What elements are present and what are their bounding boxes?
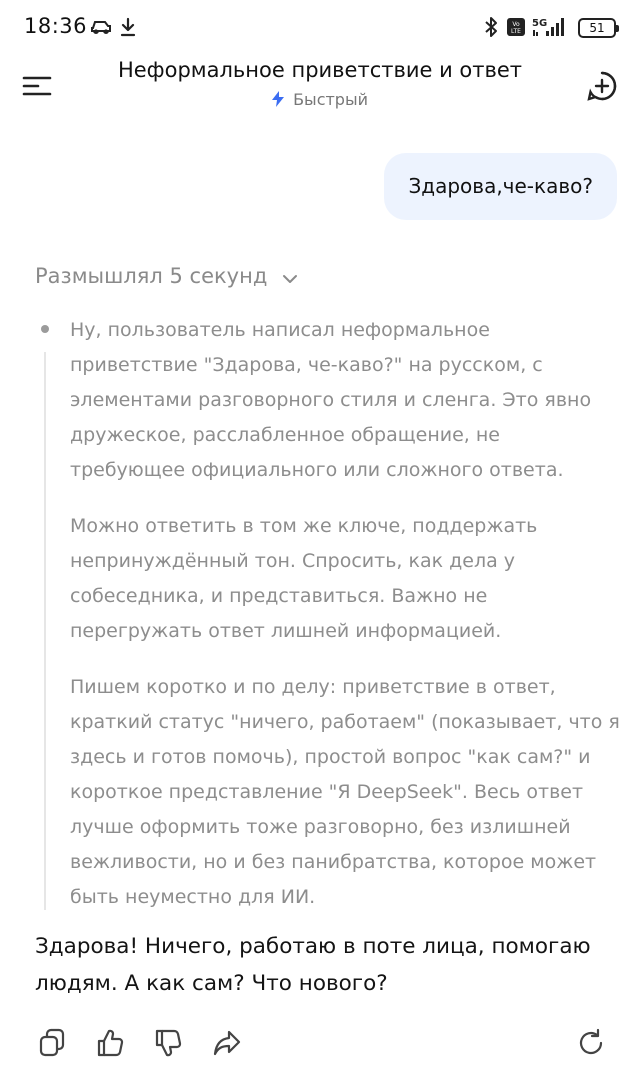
mode-indicator[interactable] [0, 90, 640, 109]
thinking-label: Размышлял 5 секунд [35, 264, 268, 288]
chat-header [0, 56, 640, 116]
volte-icon [506, 17, 526, 41]
bolt-icon [272, 90, 289, 109]
thinking-toggle[interactable] [35, 264, 298, 289]
battery-icon: 51 [578, 18, 616, 38]
svg-text:Vo: Vo [512, 21, 520, 28]
download-icon [120, 17, 136, 41]
svg-text:5G: 5G [532, 18, 548, 29]
car-icon [90, 19, 112, 39]
thumbs-down-icon[interactable] [154, 1028, 182, 1062]
new-chat-icon[interactable] [586, 70, 618, 106]
status-bar [0, 0, 640, 56]
user-message: Здарова,че-каво? [384, 153, 617, 220]
chat-title[interactable]: Неформальное приветствие и ответ [117, 58, 523, 82]
thinking-dot [41, 325, 49, 333]
chevron-down-icon [282, 265, 298, 289]
bluetooth-icon [484, 16, 498, 42]
thinking-line [44, 352, 46, 910]
mode-label: Быстрый [293, 90, 368, 109]
thinking-paragraph: Можно ответить в том же ключе, поддержать непринуждённый тон. Спросить, как дела у собеседника, и представиться. Важно не перегружать ответ лишней информацией. [70, 515, 538, 642]
thinking-content [70, 313, 620, 936]
status-time: 18:36 [24, 14, 88, 38]
thumbs-up-icon[interactable] [96, 1028, 124, 1062]
thinking-paragraph: Ну, пользователь написал неформальное приветствие "Здарова, че-каво?" на русском, с элементами разговорного стиля и сленга. Это явно дружеское, расслабленное обращение, не требующее официального или сложного ответа. [70, 319, 592, 481]
assistant-answer: Здарова! Ничего, работаю в поте лица, помогаю людям. А как сам? Что нового? [35, 934, 591, 996]
copy-icon[interactable] [38, 1028, 66, 1062]
share-icon[interactable] [212, 1028, 242, 1062]
message-actions [0, 1028, 640, 1064]
svg-text:LTE: LTE [511, 28, 521, 35]
5g-signal-icon [532, 16, 570, 42]
thinking-paragraph: Пишем коротко и по делу: приветствие в ответ, краткий статус "ничего, работаем" (показывает, что я здесь и готов помочь), простой вопрос "как сам?" и короткое представление "Я DeepSeek". Весь ответ лучше оформить тоже разговорно, без излишней вежливости, но и без панибратства, которое может быть неуместно для ИИ. [70, 676, 620, 908]
regenerate-icon[interactable] [576, 1028, 606, 1062]
